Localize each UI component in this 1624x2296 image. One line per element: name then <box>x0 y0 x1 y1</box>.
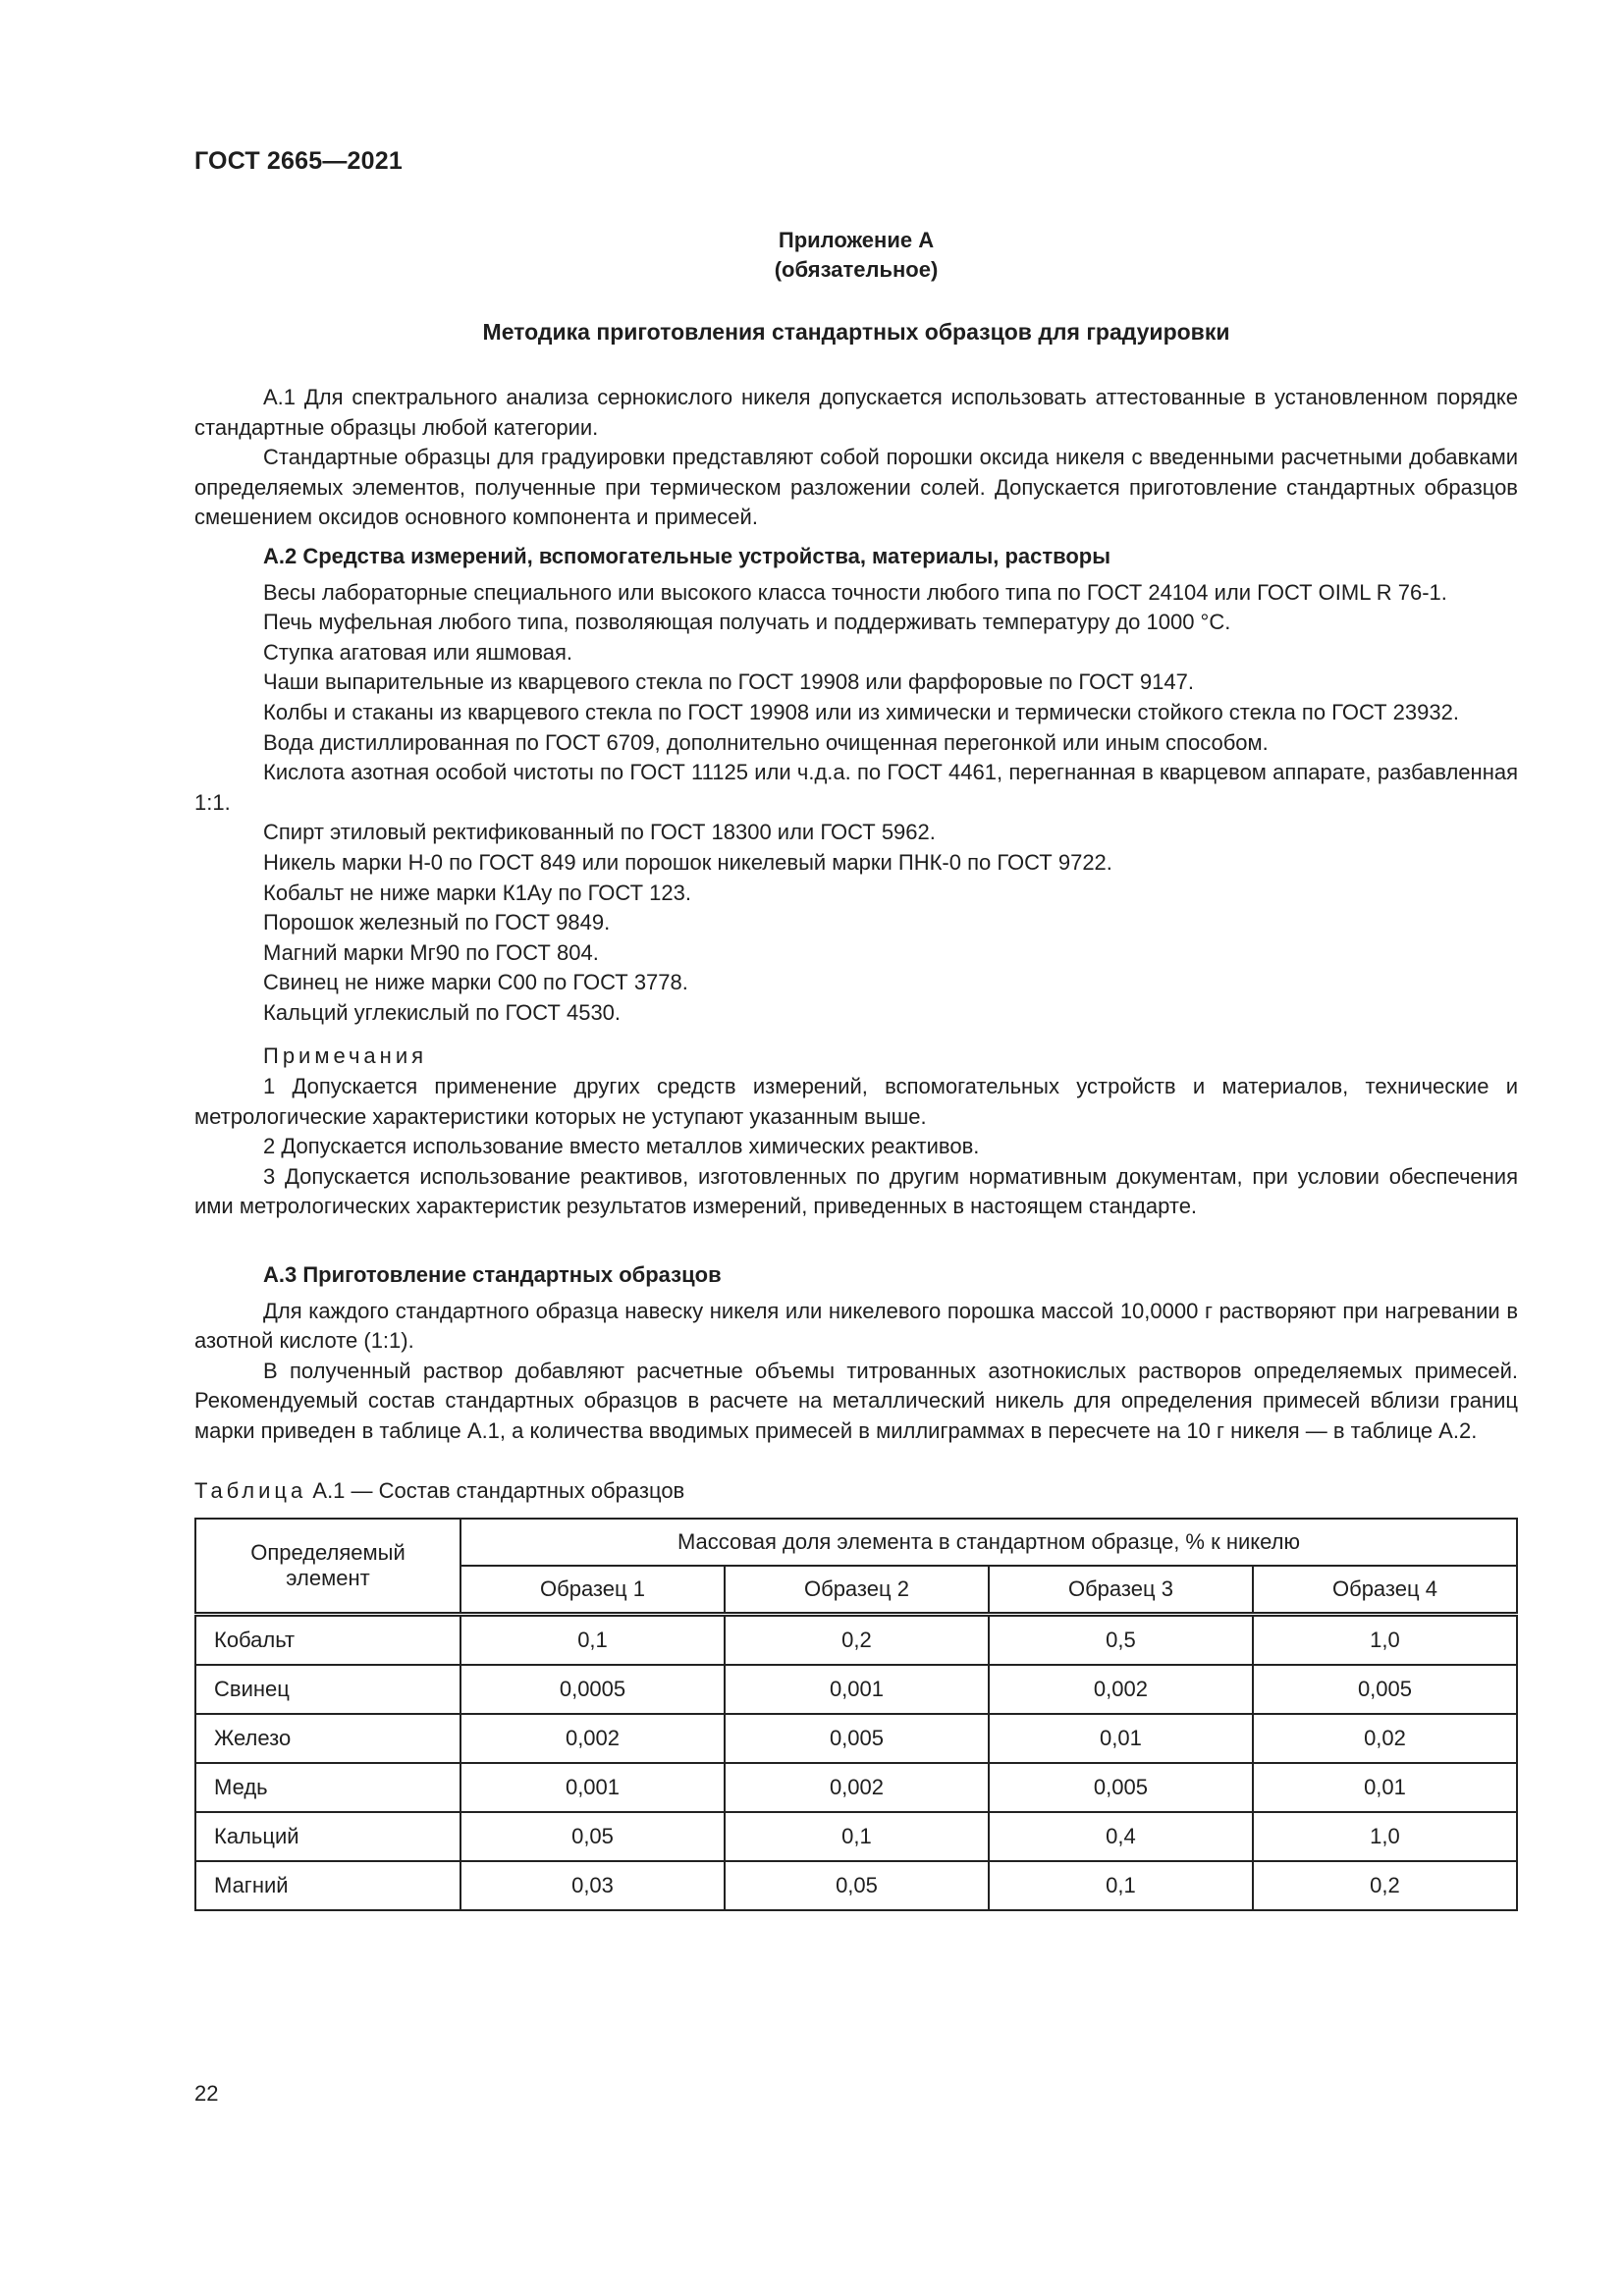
header-sample-3: Образец 3 <box>989 1566 1253 1615</box>
list-item: Печь муфельная любого типа, позволяющая получать и поддерживать температуру до 1000 °С. <box>263 610 1231 635</box>
table-cell: 0,002 <box>725 1763 989 1812</box>
table-row <box>195 1615 1517 1666</box>
table-cell: 1,0 <box>1253 1812 1517 1861</box>
section-heading-a3: А.3 Приготовление стандартных образцов <box>263 1262 722 1288</box>
composition-table <box>194 1518 1518 1911</box>
paragraph: Стандартные образцы для градуировки представляют собой порошки оксида никеля с введенными расчетными добавками определяемых элементов, полученные при термическом разложении солей. Допускается приготовление стандартных образцов смешением оксидов основного компонента и примесей. <box>194 445 1518 530</box>
element-name: Железо <box>195 1714 460 1763</box>
table-cell: 0,03 <box>460 1861 725 1910</box>
list-item: Спирт этиловый ректификованный по ГОСТ 18300 или ГОСТ 5962. <box>263 820 936 845</box>
document-body <box>194 383 1518 1911</box>
table-cell: 0,1 <box>460 1615 725 1666</box>
table-row <box>195 1812 1517 1861</box>
table-cell: 0,1 <box>989 1861 1253 1910</box>
list-item: Кобальт не ниже марки К1Ау по ГОСТ 123. <box>263 880 691 905</box>
list-item: Ступка агатовая или яшмовая. <box>263 639 573 665</box>
notes-title: Примечания <box>263 1043 428 1069</box>
header-group: Массовая доля элемента в стандартном образце, % к никелю <box>460 1519 1517 1566</box>
list-item: Кислота азотная особой чистоты по ГОСТ 11125 или ч.д.а. по ГОСТ 4461, перегнанная в кварцевом аппарате, разбавленная 1:1. <box>194 760 1518 815</box>
element-name: Кобальт <box>195 1615 460 1666</box>
list-item: Порошок железный по ГОСТ 9849. <box>263 910 611 935</box>
table-cell: 0,002 <box>989 1665 1253 1714</box>
table-cell: 0,001 <box>460 1763 725 1812</box>
table-cell: 0,01 <box>989 1714 1253 1763</box>
element-name: Магний <box>195 1861 460 1910</box>
note-item: 1 Допускается применение других средств измерений, вспомогательных устройств и материалов, технические и метрологические характеристики которых не уступают указанным выше. <box>194 1074 1518 1129</box>
list-item: Чаши выпарительные из кварцевого стекла по ГОСТ 19908 или фарфоровые по ГОСТ 9147. <box>263 669 1194 695</box>
table-caption-text: А.1 — Состав стандартных образцов <box>312 1477 685 1503</box>
list-item: Вода дистиллированная по ГОСТ 6709, дополнительно очищенная перегонкой или иным способом. <box>263 729 1269 755</box>
table-cell: 0,05 <box>725 1861 989 1910</box>
table-cell: 0,5 <box>989 1615 1253 1666</box>
table-cell: 0,01 <box>1253 1763 1517 1812</box>
header-sample-1: Образец 1 <box>460 1566 725 1615</box>
list-item: Никель марки Н-0 по ГОСТ 849 или порошок никелевый марки ПНК-0 по ГОСТ 9722. <box>263 849 1112 875</box>
table-cell: 0,005 <box>725 1714 989 1763</box>
paragraph: В полученный раствор добавляют расчетные объемы титрованных азотнокислых растворов определяемых примесей. Рекомендуемый состав стандартных образцов в расчете на металлический никель для определения примесей вблизи границ марки приведен в таблице А.1, а количества вводимых примесей в миллиграммах в пересчете на 10 г никеля — в таблице А.2. <box>194 1358 1518 1443</box>
table-caption <box>194 1476 1518 1507</box>
note-item: 3 Допускается использование реактивов, изготовленных по другим нормативным документам, при условии обеспечения ими метрологических характеристик результатов измерений, приведенных в настоящем стандарте. <box>194 1163 1518 1219</box>
table-row <box>195 1714 1517 1763</box>
table-cell: 0,001 <box>725 1665 989 1714</box>
paragraph: Для каждого стандартного образца навеску никеля или никелевого порошка массой 10,0000 г растворяют при нагревании в азотной кислоте (1:1). <box>194 1298 1518 1354</box>
header-sample-4: Образец 4 <box>1253 1566 1517 1615</box>
table-cell: 0,2 <box>725 1615 989 1666</box>
table-cell: 0,02 <box>1253 1714 1517 1763</box>
table-cell: 0,002 <box>460 1714 725 1763</box>
list-item: Кальций углекислый по ГОСТ 4530. <box>263 999 622 1025</box>
header-sample-2: Образец 2 <box>725 1566 989 1615</box>
table-cell: 0,05 <box>460 1812 725 1861</box>
element-name: Кальций <box>195 1812 460 1861</box>
appendix-status: (обязательное) <box>774 257 939 282</box>
element-name: Свинец <box>195 1665 460 1714</box>
appendix-title: Методика приготовления стандартных образцов для градуировки <box>482 319 1230 345</box>
list-item: Колбы и стаканы из кварцевого стекла по ГОСТ 19908 или из химически и термически стойкого стекла по ГОСТ 23932. <box>263 699 1459 724</box>
appendix-label: Приложение А <box>778 228 935 252</box>
table-cell: 0,2 <box>1253 1861 1517 1910</box>
header-element: Определяемый элемент <box>195 1519 460 1615</box>
table-cell: 1,0 <box>1253 1615 1517 1666</box>
table-row <box>195 1861 1517 1910</box>
table-row <box>195 1665 1517 1714</box>
document-code: ГОСТ 2665—2021 <box>194 147 403 175</box>
section-heading-a2: А.2 Средства измерений, вспомогательные устройства, материалы, растворы <box>263 543 1111 568</box>
element-name: Медь <box>195 1763 460 1812</box>
list-item: Весы лабораторные специального или высокого класса точности любого типа по ГОСТ 24104 или ГОСТ OIML R 76-1. <box>263 579 1447 605</box>
appendix-heading <box>194 226 1518 285</box>
list-item: Свинец не ниже марки С00 по ГОСТ 3778. <box>263 970 688 995</box>
paragraph-a1: А.1 Для спектрального анализа сернокислого никеля допускается использовать аттестованные в установленном порядке стандартные образцы любой категории. <box>194 385 1518 440</box>
page-number: 22 <box>194 2081 219 2106</box>
table-caption-word: Таблица <box>194 1477 307 1503</box>
note-item: 2 Допускается использование вместо металлов химических реактивов. <box>263 1134 980 1159</box>
table-cell: 0,0005 <box>460 1665 725 1714</box>
table-cell: 0,1 <box>725 1812 989 1861</box>
table-cell: 0,005 <box>1253 1665 1517 1714</box>
table-cell: 0,4 <box>989 1812 1253 1861</box>
table-cell: 0,005 <box>989 1763 1253 1812</box>
list-item: Магний марки Мг90 по ГОСТ 804. <box>263 939 599 965</box>
table-row <box>195 1763 1517 1812</box>
